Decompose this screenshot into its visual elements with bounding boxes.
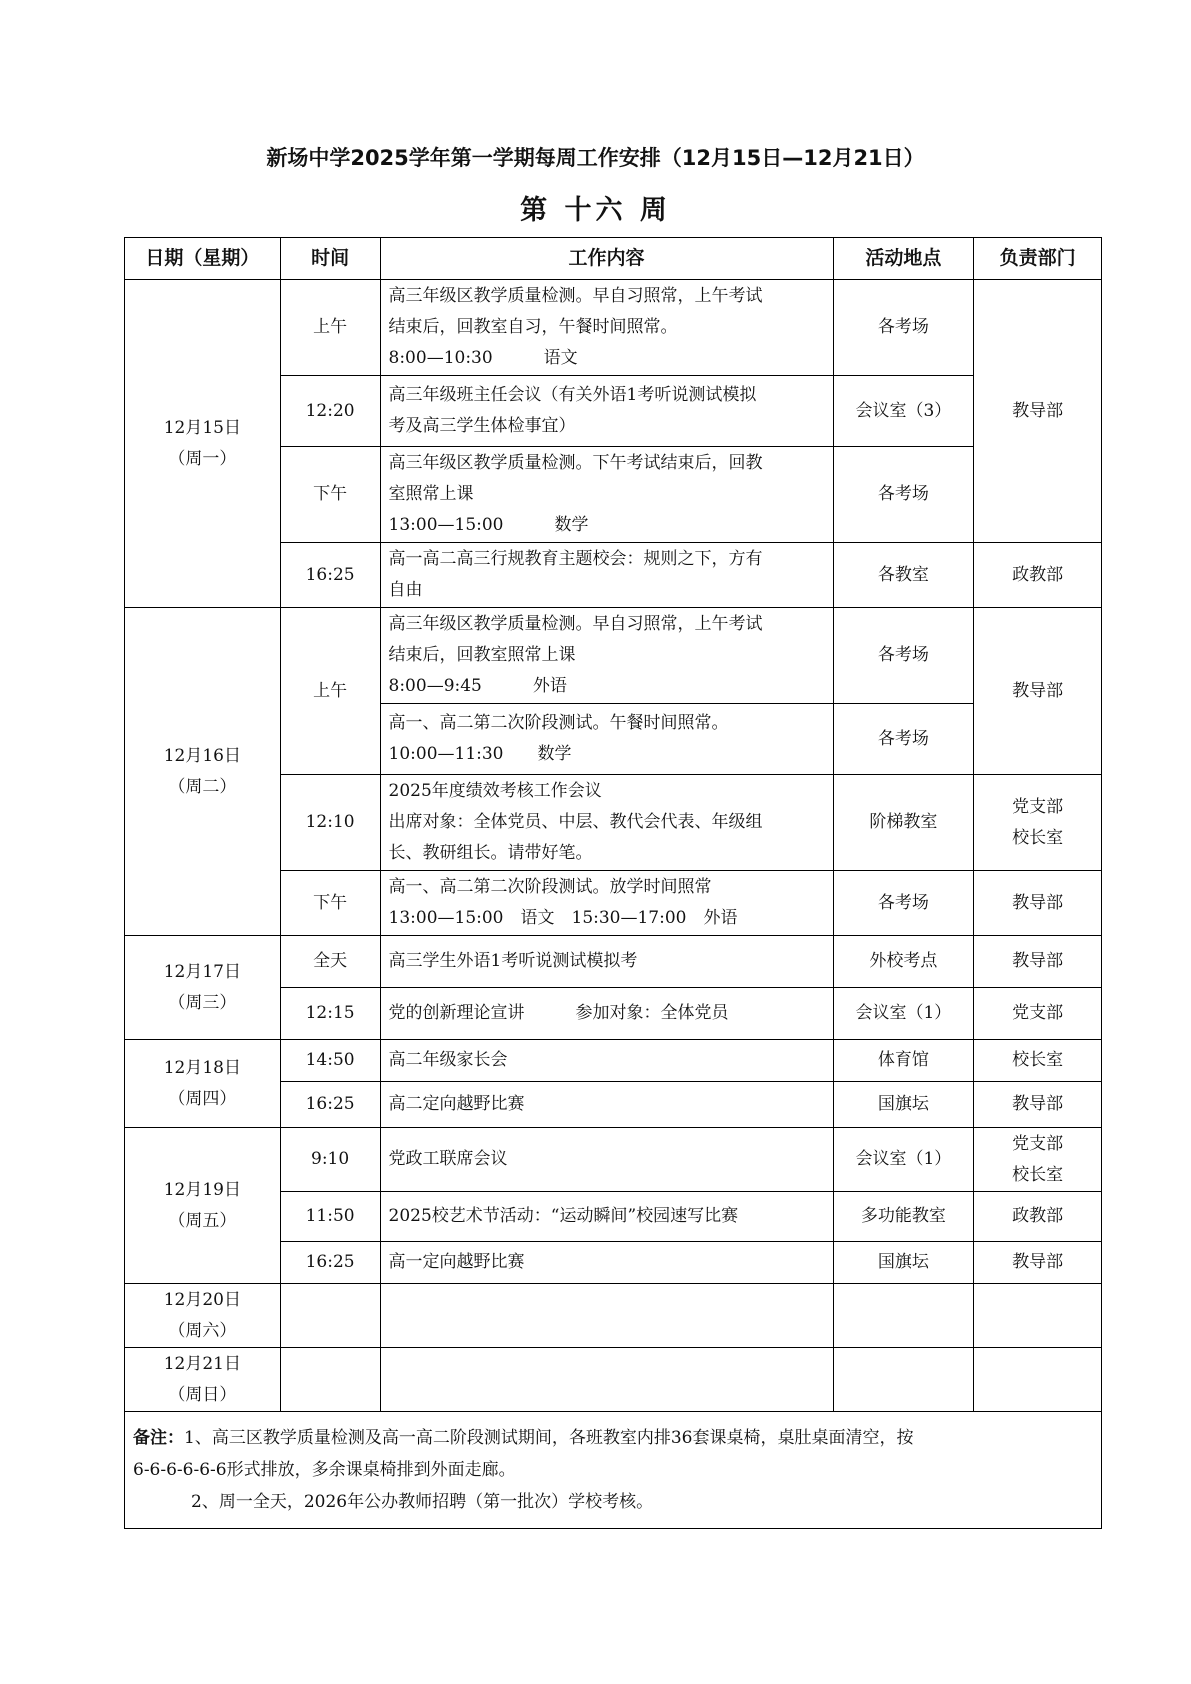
place-cell: 阶梯教室 — [833, 775, 974, 871]
content-line: 自由 — [388, 580, 423, 600]
content-line: 2025年度绩效考核工作会议 — [388, 781, 602, 801]
content-cell: 2025校艺术节活动：“运动瞬间”校园速写比赛 — [380, 1192, 833, 1242]
dept-line: 校长室 — [1012, 1164, 1064, 1185]
content-line: 考及高三学生体检事宜） — [388, 416, 576, 436]
content-cell: 高一定向越野比赛 — [380, 1242, 833, 1284]
time-cell: 12:10 — [280, 775, 380, 871]
content-cell — [380, 871, 833, 936]
content-cell — [380, 608, 833, 704]
content-cell: 党政工联席会议 — [380, 1128, 833, 1192]
content-cell — [380, 376, 833, 447]
content-cell — [380, 1284, 833, 1348]
date-text: 12月18日 — [163, 1057, 241, 1078]
content-line: 出席对象：全体党员、中层、教代会代表、年级组 — [388, 812, 763, 832]
content-cell — [380, 775, 833, 871]
content-cell: 高二年级家长会 — [380, 1040, 833, 1082]
content-line: 8:00—9:45 外语 — [388, 676, 567, 696]
content-line: 结束后，回教室照常上课 — [388, 645, 576, 665]
notes-line-1b: 6-6-6-6-6-6形式排放，多余课桌椅排到外面走廊。 — [133, 1460, 516, 1480]
time-cell: 全天 — [280, 936, 380, 988]
date-text: 12月20日 — [163, 1289, 241, 1310]
time-cell: 上午 — [280, 608, 380, 775]
time-cell: 12:15 — [280, 988, 380, 1040]
dept-cell: 党支部 — [974, 988, 1102, 1040]
time-cell: 16:25 — [280, 543, 380, 608]
date-text: 12月17日 — [163, 961, 241, 982]
table-row — [125, 280, 1102, 376]
place-cell: 各考场 — [833, 280, 974, 376]
time-cell: 上午 — [280, 280, 380, 376]
place-cell: 各教室 — [833, 543, 974, 608]
header-content: 工作内容 — [380, 238, 833, 280]
time-cell: 11:50 — [280, 1192, 380, 1242]
dept-cell: 教导部 — [974, 871, 1102, 936]
content-cell: 高三学生外语1考听说测试模拟考 — [380, 936, 833, 988]
dept-cell: 校长室 — [974, 1040, 1102, 1082]
notes-text: 1、高三区教学质量检测及高一高二阶段测试期间，各班教室内排36套课桌椅，桌肚桌面清空，按 — [184, 1428, 914, 1448]
date-cell — [125, 1128, 281, 1284]
dept-cell: 教导部 — [974, 1242, 1102, 1284]
dept-cell: 政教部 — [974, 1192, 1102, 1242]
weekday-text: （周四） — [168, 1088, 237, 1109]
table-row — [125, 1128, 1102, 1192]
week-label: 第 十六 周 — [520, 195, 671, 226]
content-cell: 高二定向越野比赛 — [380, 1082, 833, 1128]
content-line: 高三年级区教学质量检测。下午考试结束后，回教 — [388, 453, 763, 473]
notes-line-2: 2、周一全天，2026年公办教师招聘（第一批次）学校考核。 — [191, 1492, 654, 1512]
content-line: 高三年级区教学质量检测。早自习照常，上午考试 — [388, 286, 763, 306]
content-line: 室照常上课 — [388, 484, 474, 504]
weekday-text: （周日） — [168, 1384, 237, 1405]
weekday-text: （周三） — [168, 992, 237, 1013]
time-cell: 下午 — [280, 871, 380, 936]
weekday-text: （周六） — [168, 1320, 237, 1341]
time-cell: 12:20 — [280, 376, 380, 447]
content-line: 高三年级班主任会议（有关外语1考听说测试模拟 — [388, 385, 757, 405]
time-cell: 下午 — [280, 447, 380, 543]
content-cell — [380, 543, 833, 608]
dept-line: 党支部 — [1012, 796, 1064, 817]
weekday-text: （周二） — [168, 776, 237, 797]
content-line: 13:00—15:00 数学 — [388, 515, 589, 535]
weekday-text: （周一） — [168, 448, 237, 469]
content-cell — [380, 280, 833, 376]
content-cell — [380, 447, 833, 543]
place-cell: 各考场 — [833, 447, 974, 543]
content-line: 13:00—15:00 语文 15:30—17:00 外语 — [388, 908, 738, 928]
date-text: 12月15日 — [163, 417, 241, 438]
place-cell: 体育馆 — [833, 1040, 974, 1082]
dept-line: 党支部 — [1012, 1133, 1064, 1154]
notes-label: 备注： — [133, 1428, 184, 1448]
content-line: 8:00—10:30 语文 — [388, 348, 578, 368]
content-line: 高一、高二第二次阶段测试。午餐时间照常。 — [388, 713, 729, 733]
content-cell — [380, 704, 833, 775]
content-line: 10:00—11:30 数学 — [388, 744, 572, 764]
date-cell — [125, 1040, 281, 1128]
dept-cell: 政教部 — [974, 543, 1102, 608]
place-cell: 外校考点 — [833, 936, 974, 988]
page-title: 新场中学2025学年第一学期每周工作安排（12月15日—12月21日） — [266, 146, 925, 170]
date-cell — [125, 936, 281, 1040]
time-cell: 9:10 — [280, 1128, 380, 1192]
header-row — [125, 238, 1102, 280]
weekday-text: （周五） — [168, 1210, 237, 1231]
date-text: 12月19日 — [163, 1179, 241, 1200]
table-row — [125, 608, 1102, 704]
dept-line: 校长室 — [1012, 827, 1064, 848]
table-row — [125, 1348, 1102, 1412]
place-cell: 各考场 — [833, 608, 974, 704]
date-cell — [125, 280, 281, 608]
date-text: 12月16日 — [163, 745, 241, 766]
dept-cell: 教导部 — [974, 280, 1102, 543]
place-cell — [833, 1284, 974, 1348]
place-cell: 多功能教室 — [833, 1192, 974, 1242]
date-cell — [125, 1284, 281, 1348]
date-text: 12月21日 — [163, 1353, 241, 1374]
content-line: 高一、高二第二次阶段测试。放学时间照常 — [388, 877, 712, 897]
place-cell: 国旗坛 — [833, 1082, 974, 1128]
time-cell: 16:25 — [280, 1082, 380, 1128]
time-cell — [280, 1348, 380, 1412]
dept-cell: 教导部 — [974, 936, 1102, 988]
content-cell — [380, 1348, 833, 1412]
place-cell: 各考场 — [833, 704, 974, 775]
place-cell: 会议室（3） — [833, 376, 974, 447]
header-time: 时间 — [280, 238, 380, 280]
notes-line-1 — [133, 1422, 1093, 1454]
place-cell: 各考场 — [833, 871, 974, 936]
notes-row — [125, 1412, 1102, 1529]
content-line: 高一高二高三行规教育主题校会：规则之下，方有 — [388, 549, 763, 569]
header-dept: 负责部门 — [974, 238, 1102, 280]
table-row — [125, 1284, 1102, 1348]
dept-cell — [974, 1348, 1102, 1412]
place-cell — [833, 1348, 974, 1412]
dept-cell: 教导部 — [974, 1082, 1102, 1128]
dept-cell — [974, 1284, 1102, 1348]
notes-cell — [125, 1412, 1102, 1529]
content-line: 高三年级区教学质量检测。早自习照常，上午考试 — [388, 614, 763, 634]
dept-cell: 教导部 — [974, 608, 1102, 775]
dept-cell — [974, 775, 1102, 871]
table-row — [125, 936, 1102, 988]
schedule-table — [124, 237, 1102, 1529]
content-line: 长、教研组长。请带好笔。 — [388, 843, 593, 863]
time-cell: 14:50 — [280, 1040, 380, 1082]
header-date: 日期（星期） — [125, 238, 281, 280]
table-row — [125, 1040, 1102, 1082]
place-cell: 国旗坛 — [833, 1242, 974, 1284]
date-cell — [125, 608, 281, 936]
place-cell: 会议室（1） — [833, 988, 974, 1040]
header-place: 活动地点 — [833, 238, 974, 280]
content-line: 结束后，回教室自习，午餐时间照常。 — [388, 317, 678, 337]
time-cell — [280, 1284, 380, 1348]
content-cell: 党的创新理论宣讲 参加对象：全体党员 — [380, 988, 833, 1040]
dept-cell — [974, 1128, 1102, 1192]
date-cell — [125, 1348, 281, 1412]
time-cell: 16:25 — [280, 1242, 380, 1284]
place-cell: 会议室（1） — [833, 1128, 974, 1192]
